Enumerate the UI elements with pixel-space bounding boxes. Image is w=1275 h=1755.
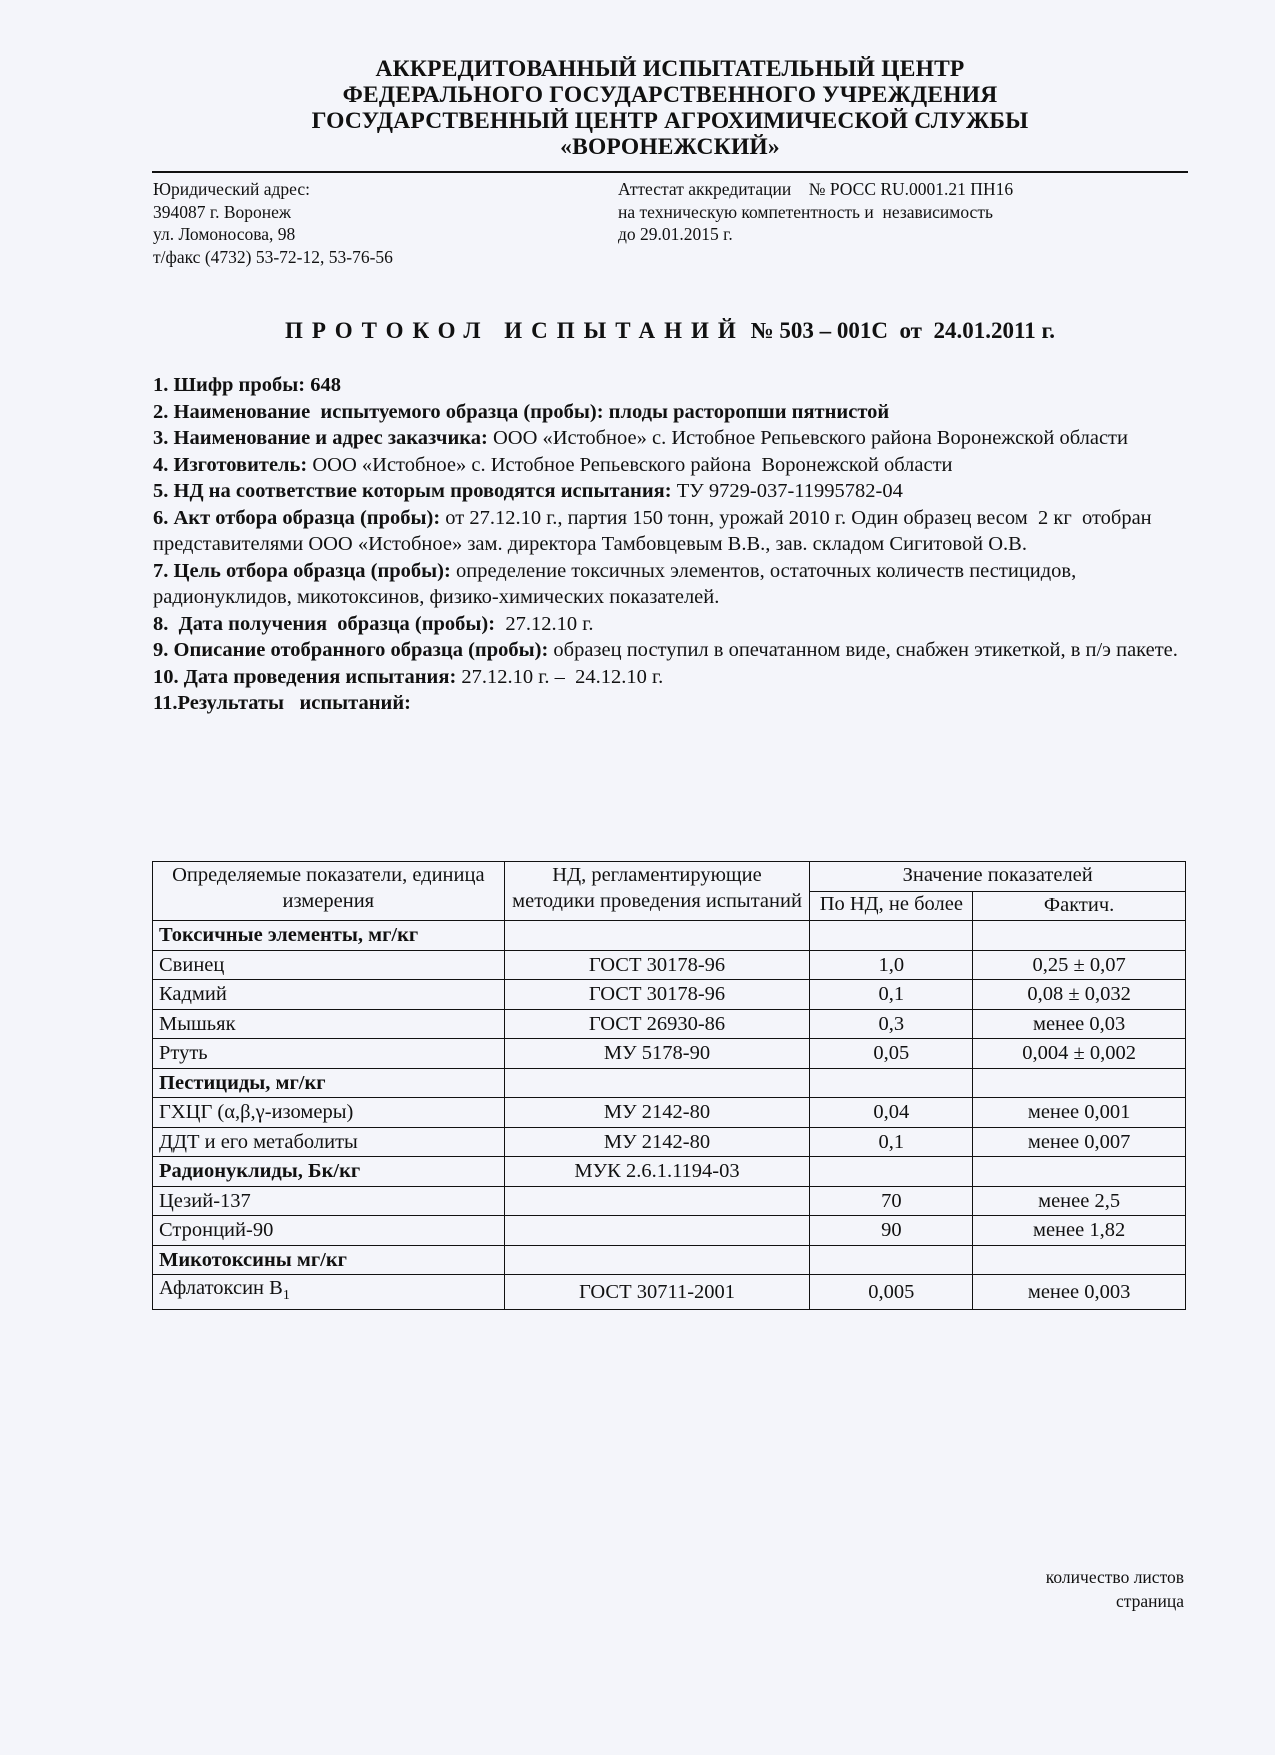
indicator-cell: Ртуть [153,1039,505,1069]
norm-cell: 70 [810,1186,973,1216]
method-cell: МУ 2142-80 [504,1098,810,1128]
item-label: 3. Наименование и адрес заказчика: [153,427,488,449]
address-line: ул. Ломоносова, 98 [153,224,296,244]
protocol-item [153,372,1193,399]
actual-cell: 0,08 ± 0,032 [973,980,1186,1010]
method-cell: МУК 2.6.1.1194-03 [504,1157,810,1187]
column-header-indicator: Определяемые показатели, единица измерения [153,862,505,921]
address-line: т/факс (4732) 53-72-12, 53-76-56 [153,246,393,267]
norm-cell [810,1157,973,1187]
sheet-count-label: количество листов [1045,1567,1184,1587]
item-label: 5. НД на соответствие которым проводятся испытания: [153,480,672,502]
item-label: 10. Дата проведения испытания: [153,665,457,688]
header-line: ГОСУДАРСТВЕННЫЙ ЦЕНТР АГРОХИМИЧЕСКОЙ СЛУЖБЫ [311,108,1029,134]
method-cell [504,1186,810,1216]
protocol-item [153,637,1193,664]
method-cell: ГОСТ 30178-96 [504,980,810,1010]
protocol-item [153,399,1193,426]
actual-cell [973,1245,1186,1275]
results-table [152,861,1186,1310]
actual-cell: менее 0,001 [973,1098,1186,1128]
norm-cell: 0,1 [810,1127,973,1157]
table-row [153,980,1186,1010]
norm-cell: 1,0 [810,950,973,980]
table-row [153,1039,1186,1069]
norm-cell [810,1245,973,1275]
actual-cell: 0,004 ± 0,002 [973,1039,1186,1069]
attestation-line: до 29.01.2015 г. [618,224,733,244]
item-text: ТУ 9729-037-11995782-04 [671,480,903,502]
indicator-cell: Афлатоксин $В_1$ [153,1275,505,1310]
item-label: 1. Шифр пробы: 648 [153,374,341,396]
norm-cell: 0,005 [810,1275,973,1310]
item-label: 9. Описание отобранного образца (пробы): [153,639,549,661]
column-header-actual: Фактич. [973,891,1186,921]
protocol-item [153,690,1193,717]
column-header-method: НД, регламентирующие методики проведения испытаний [504,862,810,921]
item-text: определение токсичных элементов, остаточных количеств пестицидов, радионуклидов, микотоксинов, физико-химических показателей. [153,559,1082,608]
method-cell [504,1245,810,1275]
norm-cell: 0,05 [810,1039,973,1069]
indicator-cell: Стронций-90 [153,1216,505,1246]
header-divider [152,171,1188,173]
protocol-item [153,478,1193,505]
item-text: 27.12.10 г. [495,612,594,635]
table-row [153,1009,1186,1039]
norm-cell: 0,1 [810,980,973,1010]
method-cell: ГОСТ 30711-2001 [504,1275,810,1310]
method-cell: ГОСТ 26930-86 [504,1009,810,1039]
table-section-row [153,1068,1186,1098]
actual-cell: менее 1,82 [973,1216,1186,1246]
norm-cell [810,921,973,951]
protocol-title [150,318,1190,344]
protocol-item [153,664,1193,691]
actual-cell: 0,25 ± 0,07 [973,950,1186,980]
norm-cell: 0,3 [810,1009,973,1039]
method-cell [504,1068,810,1098]
organization-header [150,56,1190,160]
header-line: ФЕДЕРАЛЬНОГО ГОСУДАРСТВЕННОГО УЧРЕЖДЕНИЯ [342,82,998,108]
method-cell [504,1216,810,1246]
item-text: от 27.12.10 г., партия 150 тонн, урожай 2010 г. Один образец весом 2 кг отобран представителями ООО «Истобное» зам. директора Тамбовцевым В.В., зав. складом Сигитовой О.В. [153,506,1157,555]
actual-cell [973,1068,1186,1098]
indicator-cell: Токсичные элементы, мг/кг [153,921,505,951]
protocol-item [153,505,1193,558]
table-row [153,1127,1186,1157]
norm-cell [810,1068,973,1098]
table-row [153,1098,1186,1128]
actual-cell [973,1157,1186,1187]
table-row [153,1216,1186,1246]
item-label: 7. Цель отбора образца (пробы): [153,559,451,582]
address-line: 394087 г. Воронеж [153,201,291,222]
indicator-cell: Цезий-137 [153,1186,505,1216]
attestation-line: Аттестат аккредитации № РОСС RU.0001.21 ПН16 [618,179,1014,199]
item-label: 2. Наименование испытуемого образца (пробы): плоды расторопши пятнистой [153,400,890,423]
table-row [153,1275,1186,1310]
indicator-cell: Микотоксины мг/кг [153,1245,505,1275]
protocol-item [153,425,1193,452]
page-label: страница [1115,1591,1184,1611]
item-text: ООО «Истобное» с. Истобное Репьевского района Воронежской области [307,453,953,476]
method-cell: МУ 5178-90 [504,1039,810,1069]
header-line: АККРЕДИТОВАННЫЙ ИСПЫТАТЕЛЬНЫЙ ЦЕНТР [375,56,965,82]
item-text: образец поступил в опечатанном виде, снабжен этикеткой, в п/э пакете. [548,639,1178,661]
table-section-row [153,921,1186,951]
item-label: 4. Изготовитель: [153,453,308,476]
indicator-cell: Мышьяк [153,1009,505,1039]
item-label: 11.Результаты испытаний: [153,692,412,714]
table-row [153,1186,1186,1216]
table-section-row [153,1245,1186,1275]
protocol-item [153,558,1193,611]
page-footer [1046,1565,1184,1613]
indicator-cell: Кадмий [153,980,505,1010]
method-cell [504,921,810,951]
subscript: 1 [282,1288,290,1304]
protocol-title-text: ПРОТОКОЛ ИСПЫТАНИЙ [284,318,745,343]
item-label: 8. Дата получения образца (пробы): [153,612,496,635]
indicator-cell: Свинец [153,950,505,980]
accreditation-info [618,178,1013,246]
item-text: ООО «Истобное» с. Истобное Репьевского района Воронежской области [487,427,1128,449]
protocol-items [153,372,1193,717]
actual-cell [973,921,1186,951]
item-text: 27.12.10 г. – 24.12.10 г. [456,665,664,688]
actual-cell: менее 0,007 [973,1127,1186,1157]
column-header-values: Значение показателей [810,862,1186,892]
protocol-number: № 503 – 001С от 24.01.2011 г. [750,318,1056,343]
actual-cell: менее 2,5 [973,1186,1186,1216]
norm-cell: 90 [810,1216,973,1246]
norm-cell: 0,04 [810,1098,973,1128]
item-label: 6. Акт отбора образца (пробы): [153,506,441,529]
protocol-item [153,452,1193,479]
indicator-cell: ДДТ и его метаболиты [153,1127,505,1157]
legal-address [153,178,393,268]
table-section-row [153,1157,1186,1187]
table-row [153,950,1186,980]
actual-cell: менее 0,03 [973,1009,1186,1039]
protocol-item [153,611,1193,638]
indicator-cell: ГХЦГ (α,β,γ-изомеры) [153,1098,505,1128]
method-cell: ГОСТ 30178-96 [504,950,810,980]
method-cell: МУ 2142-80 [504,1127,810,1157]
indicator-cell: Пестициды, мг/кг [153,1068,505,1098]
actual-cell: менее 0,003 [973,1275,1186,1310]
column-header-norm: По НД, не более [810,891,973,921]
header-line: «ВОРОНЕЖСКИЙ» [560,134,780,160]
indicator-cell: Радионуклиды, Бк/кг [153,1157,505,1187]
address-line: Юридический адрес: [153,179,311,199]
attestation-line: на техническую компетентность и независимость [618,201,993,222]
